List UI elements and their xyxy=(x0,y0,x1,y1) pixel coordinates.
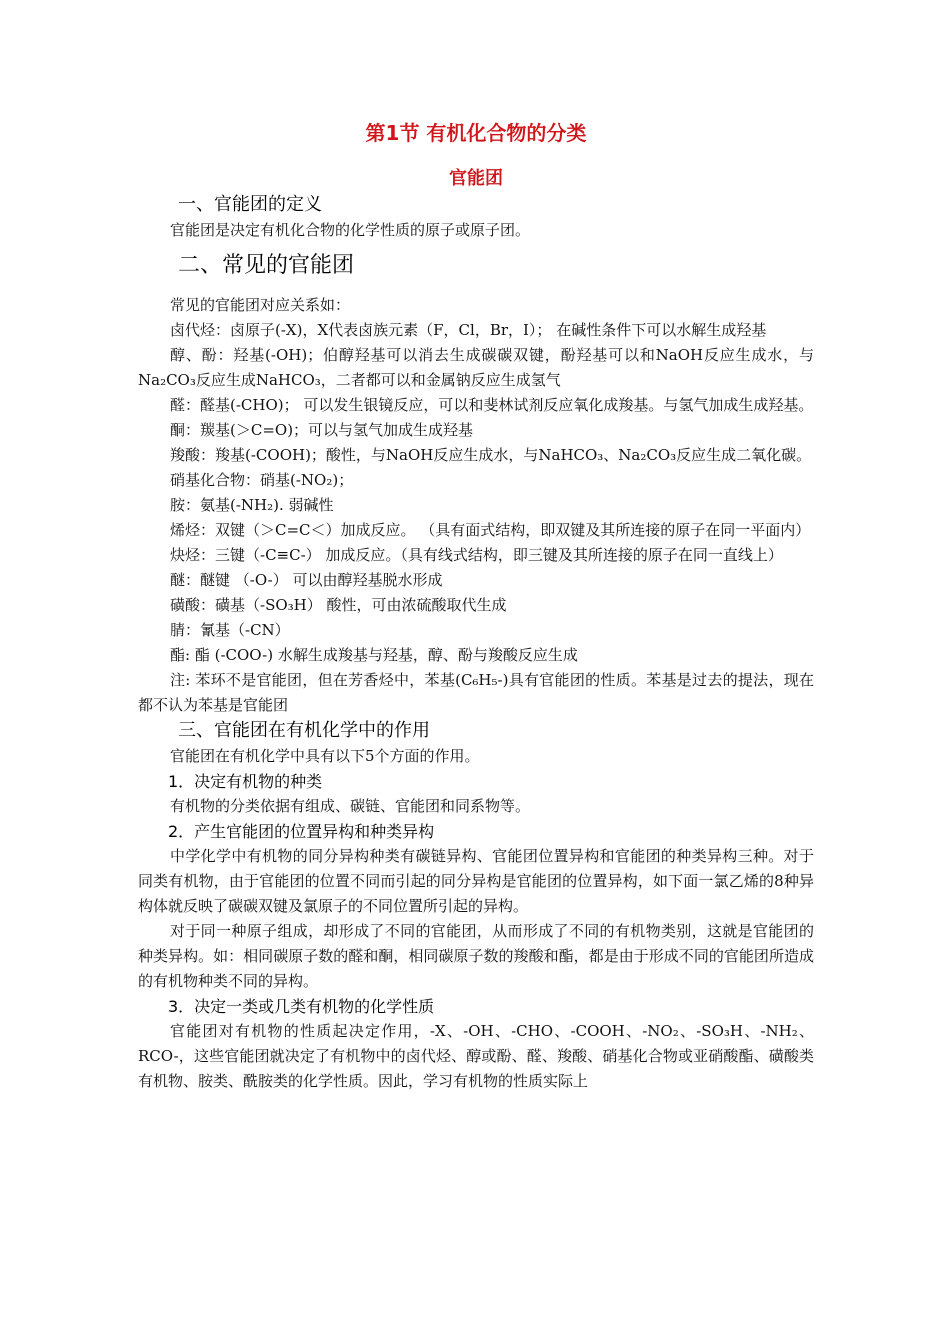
paragraph: 硝基化合物：硝基(-NO₂)； xyxy=(170,471,354,489)
paragraph: 腈：氰基（-CN） xyxy=(170,621,290,639)
page-subtitle: 官能团 xyxy=(449,168,503,189)
subsection-heading-1: 1．决定有机物的种类 xyxy=(168,772,323,791)
paragraph: 酮：羰基(＞C=O)；可以与氢气加成生成羟基 xyxy=(170,421,474,439)
paragraph: 常见的官能团对应关系如： xyxy=(170,296,351,314)
section-heading-definition: 一、官能团的定义 xyxy=(178,194,322,215)
definition-text: 官能团是决定有机化合物的化学性质的原子或原子团。 xyxy=(170,221,531,239)
paragraph: 醚：醚键 （-O-） 可以由醇羟基脱水形成 xyxy=(170,571,443,589)
paragraph: 官能团在有机化学中具有以下5个方面的作用。 xyxy=(170,747,480,765)
paragraph: 醛：醛基(-CHO)； 可以发生银镜反应，可以和斐林试剂反应氧化成羧基。与氢气加成生成羟基。 xyxy=(170,396,814,414)
section-heading-common-groups: 二、常见的官能团 xyxy=(178,253,355,278)
paragraph: 磺酸：磺基（-SO₃H） 酸性，可由浓硫酸取代生成 xyxy=(170,596,507,614)
paragraph: 烯烃：双键（＞C=C＜）加成反应。 （具有面式结构，即双键及其所连接的原子在同一平面内） xyxy=(170,521,811,539)
paragraph: 胺：氨基(-NH₂). 弱碱性 xyxy=(170,496,334,514)
document-page xyxy=(138,118,814,1094)
paragraph: 中学化学中有机物的同分异构种类有碳链异构、官能团位置异构和官能团的种类异构三种。对于同类有机物，由于官能团的位置不同而引起的同分异构是官能团的位置异构，如下面一氯乙烯的8种异构体就反映了碳碳双键及氯原子的不同位置所引起的异构。 xyxy=(138,847,814,915)
subsection-heading-3: 3．决定一类或几类有机物的化学性质 xyxy=(168,997,435,1016)
paragraph: 注: 苯环不是官能团，但在芳香烃中，苯基(C₆H₅-)具有官能团的性质。苯基是过去的提法，现在都不认为苯基是官能团 xyxy=(138,671,814,714)
paragraph: 对于同一种原子组成，却形成了不同的官能团，从而形成了不同的有机物类别，这就是官能团的种类异构。如：相同碳原子数的醛和酮，相同碳原子数的羧酸和酯，都是由于形成不同的官能团所造成的有机物种类不同的异构。 xyxy=(138,922,814,990)
section-heading-roles: 三、官能团在有机化学中的作用 xyxy=(178,720,430,741)
paragraph: 炔烃：三键（-C≡C-） 加成反应。（具有线式结构，即三键及其所连接的原子在同一直线上） xyxy=(170,546,783,564)
subsection-heading-2: 2．产生官能团的位置异构和种类异构 xyxy=(168,822,435,841)
paragraph: 醇、酚：羟基(-OH)；伯醇羟基可以消去生成碳碳双键，酚羟基可以和NaOH反应生成水，与Na₂CO₃反应生成NaHCO₃，二者都可以和金属钠反应生成氢气 xyxy=(138,346,814,389)
paragraph: 羧酸：羧基(-COOH)；酸性，与NaOH反应生成水，与NaHCO₃、Na₂CO₃反应生成二氧化碳。 xyxy=(170,446,812,464)
paragraph: 官能团对有机物的性质起决定作用，-X、-OH、-CHO、-COOH、-NO₂、-SO₃H、-NH₂、RCO-，这些官能团就决定了有机物中的卤代烃、醇或酚、醛、羧酸、硝基化合物或亚硝酸酯、磺酸类有机物、胺类、酰胺类的化学性质。因此，学习有机物的性质实际上 xyxy=(138,1022,814,1090)
paragraph: 有机物的分类依据有组成、碳链、官能团和同系物等。 xyxy=(170,797,531,815)
page-title: 第1节 有机化合物的分类 xyxy=(365,121,587,145)
paragraph: 酯: 酯 (-COO-) 水解生成羧基与羟基，醇、酚与羧酸反应生成 xyxy=(170,646,578,664)
paragraph: 卤代烃：卤原子(-X)，X代表卤族元素（F，Cl，Br，I）； 在碱性条件下可以水解生成羟基 xyxy=(170,321,767,339)
